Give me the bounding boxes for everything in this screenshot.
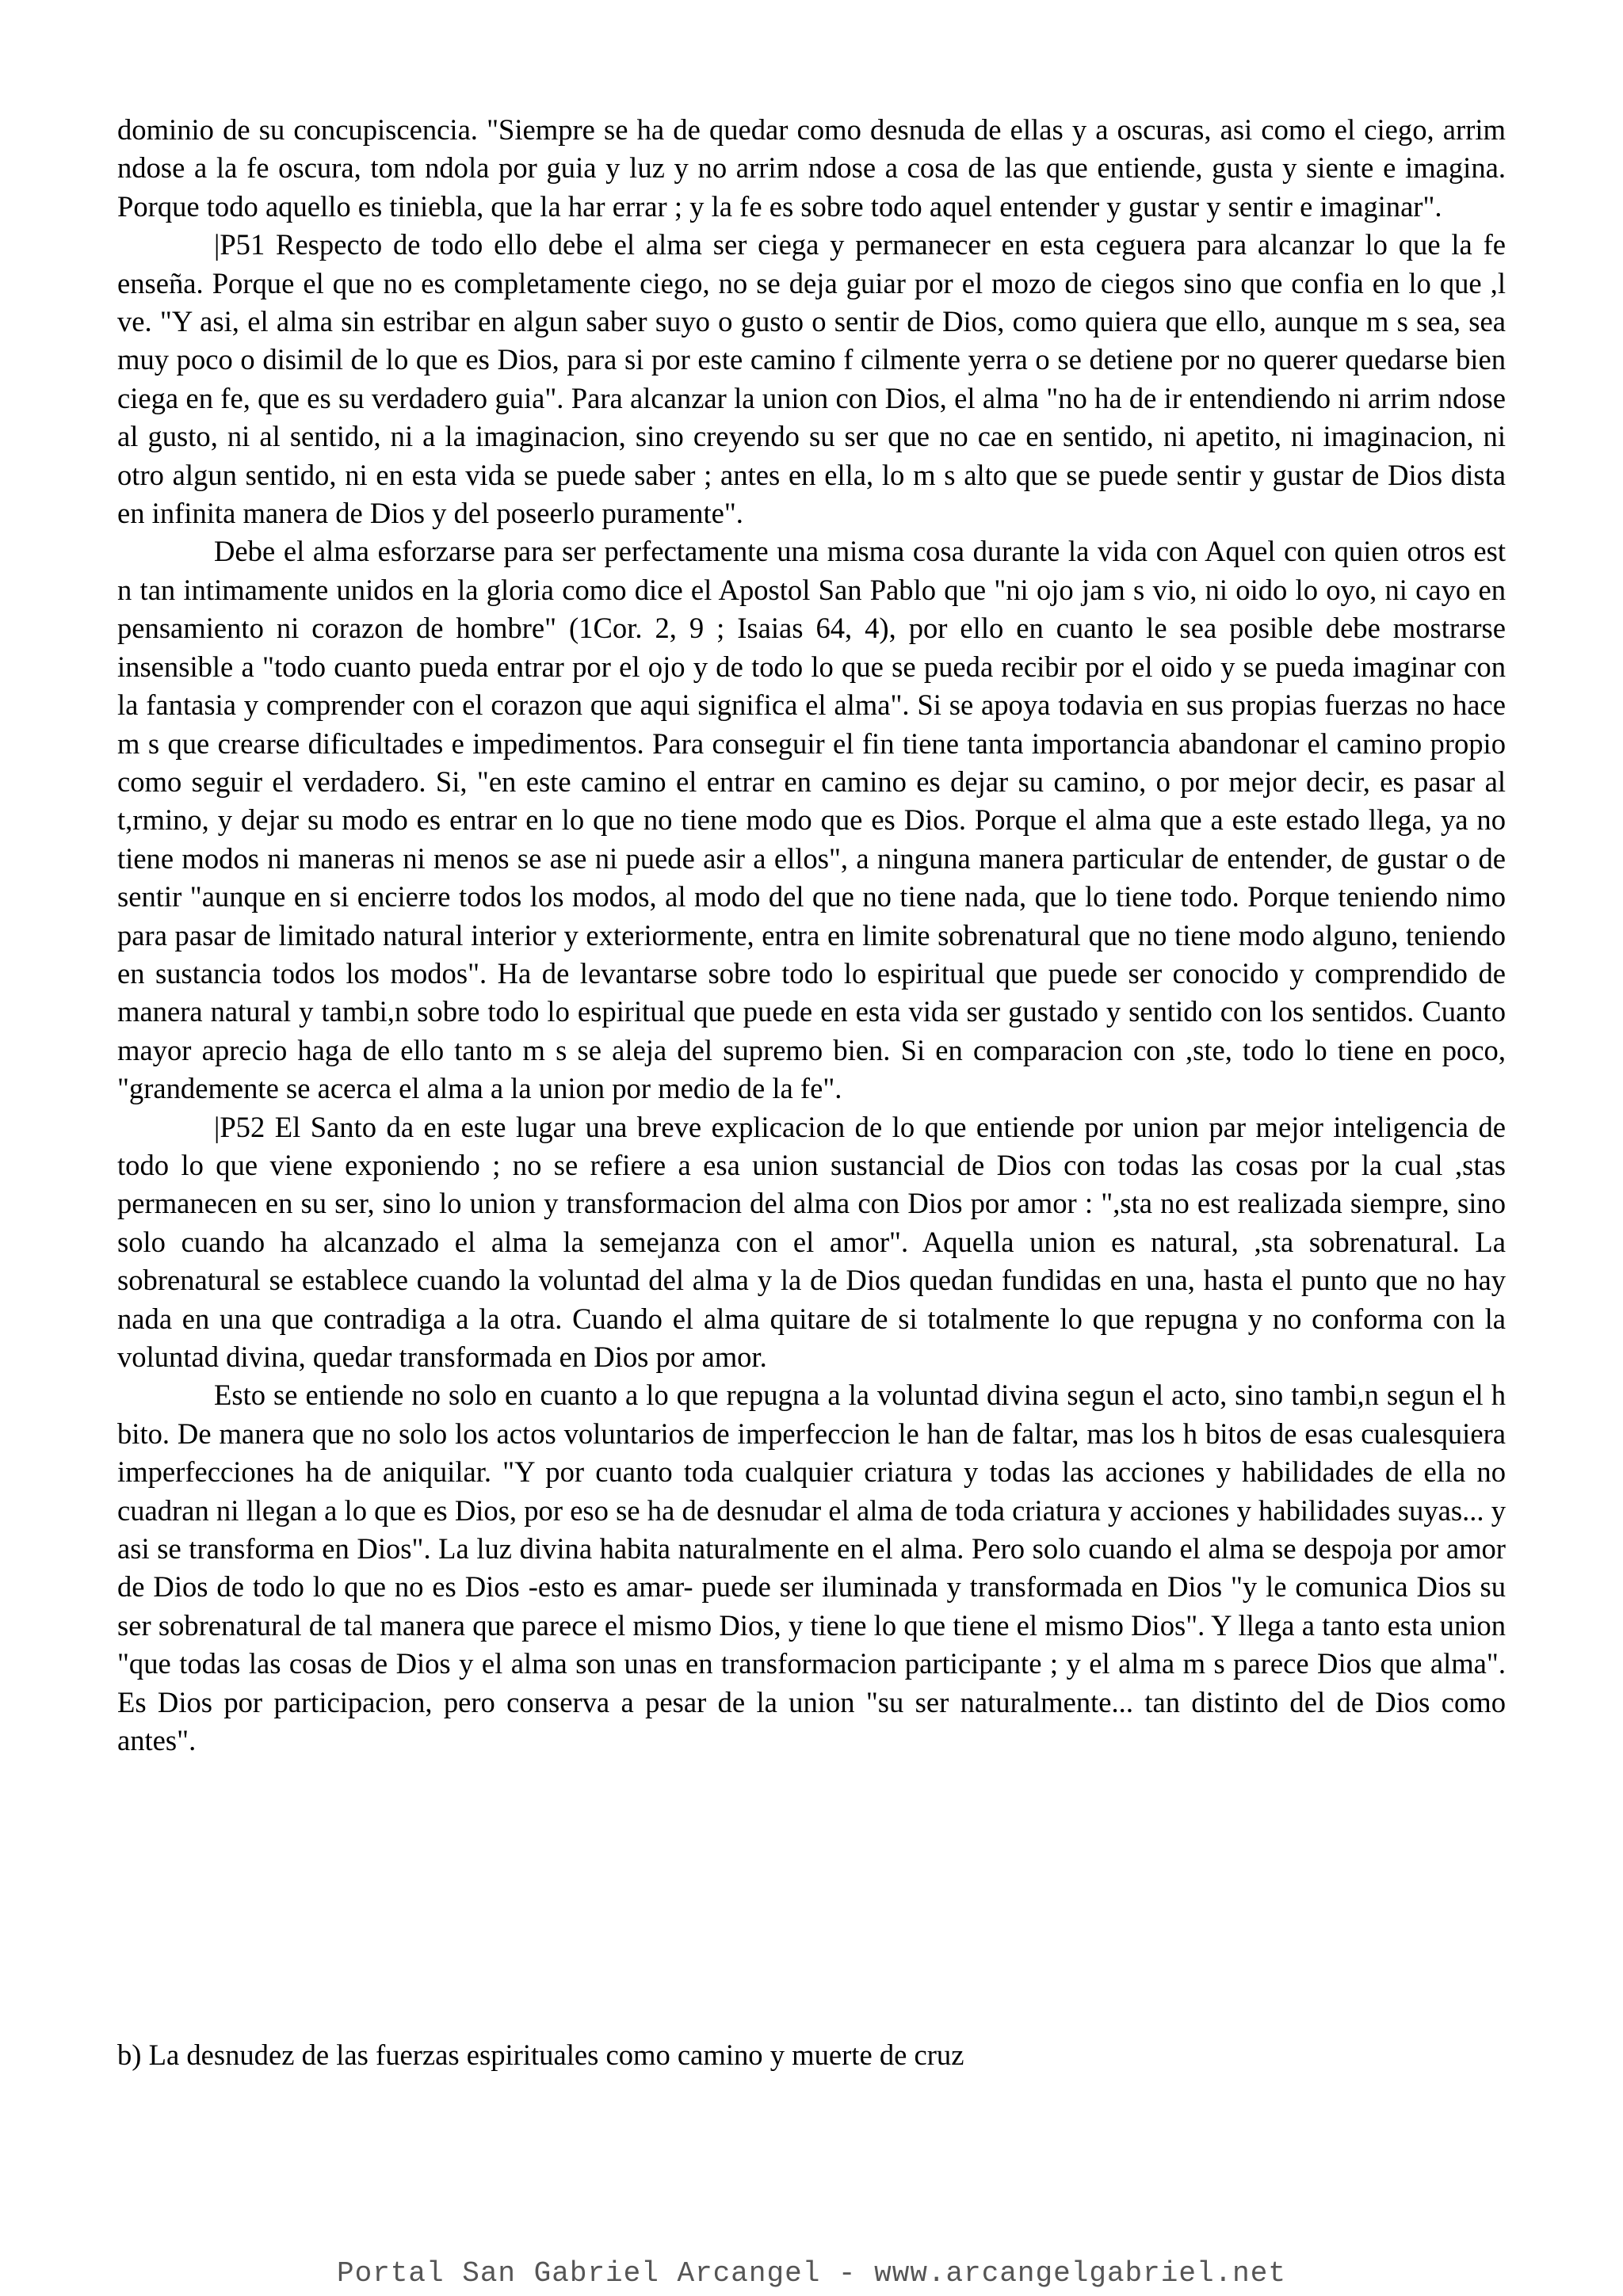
paragraph-debe-el-alma: Debe el alma esforzarse para ser perfectamente una misma cosa durante la vida con Aquel con quien otros est n tan intimamente unidos en la gloria como dice el Apostol San Pablo que "ni ojo jam s vio, ni oido lo oyo, ni cayo en pensamiento ni corazon de hombre" (1Cor. 2, 9 ; Isaias 64, 4), por ello en cuanto le sea posible debe mostrarse insensible a "todo cuanto pueda entrar por el ojo y de todo lo que se pueda recibir por el oido y se pueda imaginar con la fantasia y comprender con el corazon que aqui significa el alma". Si se apoya todavia en sus propias fuerzas no hace m s que crearse dificultades e impedimentos. Para conseguir el fin tiene tanta importancia abandonar el camino propio como seguir el verdadero. Si, "en este camino el entrar en camino es dejar su camino, o por mejor decir, es pasar al t,rmino, y dejar su modo es entrar en lo que no tiene modo que es Dios. Porque el alma que a este estado llega, ya no tiene modos ni maneras ni menos se ase ni puede asir a ellos", a ninguna manera particular de entender, de gustar o de sentir "aunque en si encierre todos los modos, al modo del que no tiene nada, que lo tiene todo. Porque teniendo nimo para pasar de limitado natural interior y exteriormente, entra en limite sobrenatural que no tiene modo alguno, teniendo en sustancia todos los modos". Ha de levantarse sobre todo lo espiritual que puede ser conocido y comprendido de manera natural y tambi,n sobre todo lo espiritual que puede en esta vida ser gustado y sentido con los sentidos. Cuanto mayor aprecio haga de ello tanto m s se aleja del supremo bien. Si en comparacion con ,ste, todo lo tiene en poco, "grandemente se acerca el alma a la union por medio de la fe".: [117, 535, 1506, 1105]
document-body: [117, 111, 1506, 1760]
section-subheading: b) La desnudez de las fuerzas espirituales como camino y muerte de cruz: [117, 2039, 964, 2071]
page-footer: Portal San Gabriel Arcangel - www.arcangelgabriel.net: [337, 2257, 1286, 2290]
paragraph-p51: |P51 Respecto de todo ello debe el alma ser ciega y permanecer en esta ceguera para alcanzar lo que la fe enseña. Porque el que no es completamente ciego, no se deja guiar por el mozo de ciegos sino que confia en lo que ,l ve. "Y asi, el alma sin estribar en algun saber suyo o gusto o sentir de Dios, como quiera que ello, aunque m s sea, sea muy poco o disimil de lo que es Dios, para si por este camino f cilmente yerra o se detiene por no querer quedarse bien ciega en fe, que es su verdadero guia". Para alcanzar la union con Dios, el alma "no ha de ir entendiendo ni arrim ndose al gusto, ni al sentido, ni a la imaginacion, sino creyendo su ser que no cae en sentido, ni apetito, ni imaginacion, ni otro algun sentido, ni en esta vida se puede saber ; antes en ella, lo m s alto que se puede sentir y gustar de Dios dista en infinita manera de Dios y del poseerlo puramente".: [117, 228, 1506, 530]
paragraph-concupiscencia: dominio de su concupiscencia. "Siempre se ha de quedar como desnuda de ellas y a oscuras, asi como el ciego, arrim ndose a la fe oscura, tom ndola por guia y luz y no arrim ndose a cosa de las que entiende, gusta y siente e imagina. Porque todo aquello es tiniebla, que la har errar ; y la fe es sobre todo aquel entender y gustar y sentir e imaginar".: [117, 113, 1506, 223]
paragraph-p52: |P52 El Santo da en este lugar una breve explicacion de lo que entiende por union par mejor inteligencia de todo lo que viene exponiendo ; no se refiere a esa union sustancial de Dios con todas las cosas por la cual ,stas permanecen en su ser, sino lo union y transformacion del alma con Dios por amor : ",sta no est realizada siempre, sino solo cuando ha alcanzado el alma la semejanza con el amor". Aquella union es natural, ,sta sobrenatural. La sobrenatural se establece cuando la voluntad del alma y la de Dios quedan fundidas en una, hasta el punto que no hay nada en una que contradiga a la otra. Cuando el alma quitare de si totalmente lo que repugna y no conforma con la voluntad divina, quedar transformada en Dios por amor.: [117, 1110, 1506, 1373]
paragraph-esto-se-entiende: Esto se entiende no solo en cuanto a lo que repugna a la voluntad divina segun el acto, sino tambi,n segun el h bito. De manera que no solo los actos voluntarios de imperfeccion le han de faltar, mas los h bitos de esas cualesquiera imperfecciones ha de aniquilar. "Y por cuanto toda cualquier criatura y todas las acciones y habilidades de ella no cuadran ni llegan a lo que es Dios, por eso se ha de desnudar el alma de toda criatura y acciones y habilidades suyas... y asi se transforma en Dios". La luz divina habita naturalmente en el alma. Pero solo cuando el alma se despoja por amor de Dios de todo lo que no es Dios -esto es amar- puede ser iluminada y transformada en Dios "y le comunica Dios su ser sobrenatural de tal manera que parece el mismo Dios, y tiene lo que tiene el mismo Dios". Y llega a tanto esta union "que todas las cosas de Dios y el alma son unas en transformacion participante ; y el alma m s parece Dios que alma". Es Dios por participacion, pero conserva a pesar de la union "su ser naturalmente... tan distinto del de Dios como antes".: [117, 1379, 1506, 1757]
